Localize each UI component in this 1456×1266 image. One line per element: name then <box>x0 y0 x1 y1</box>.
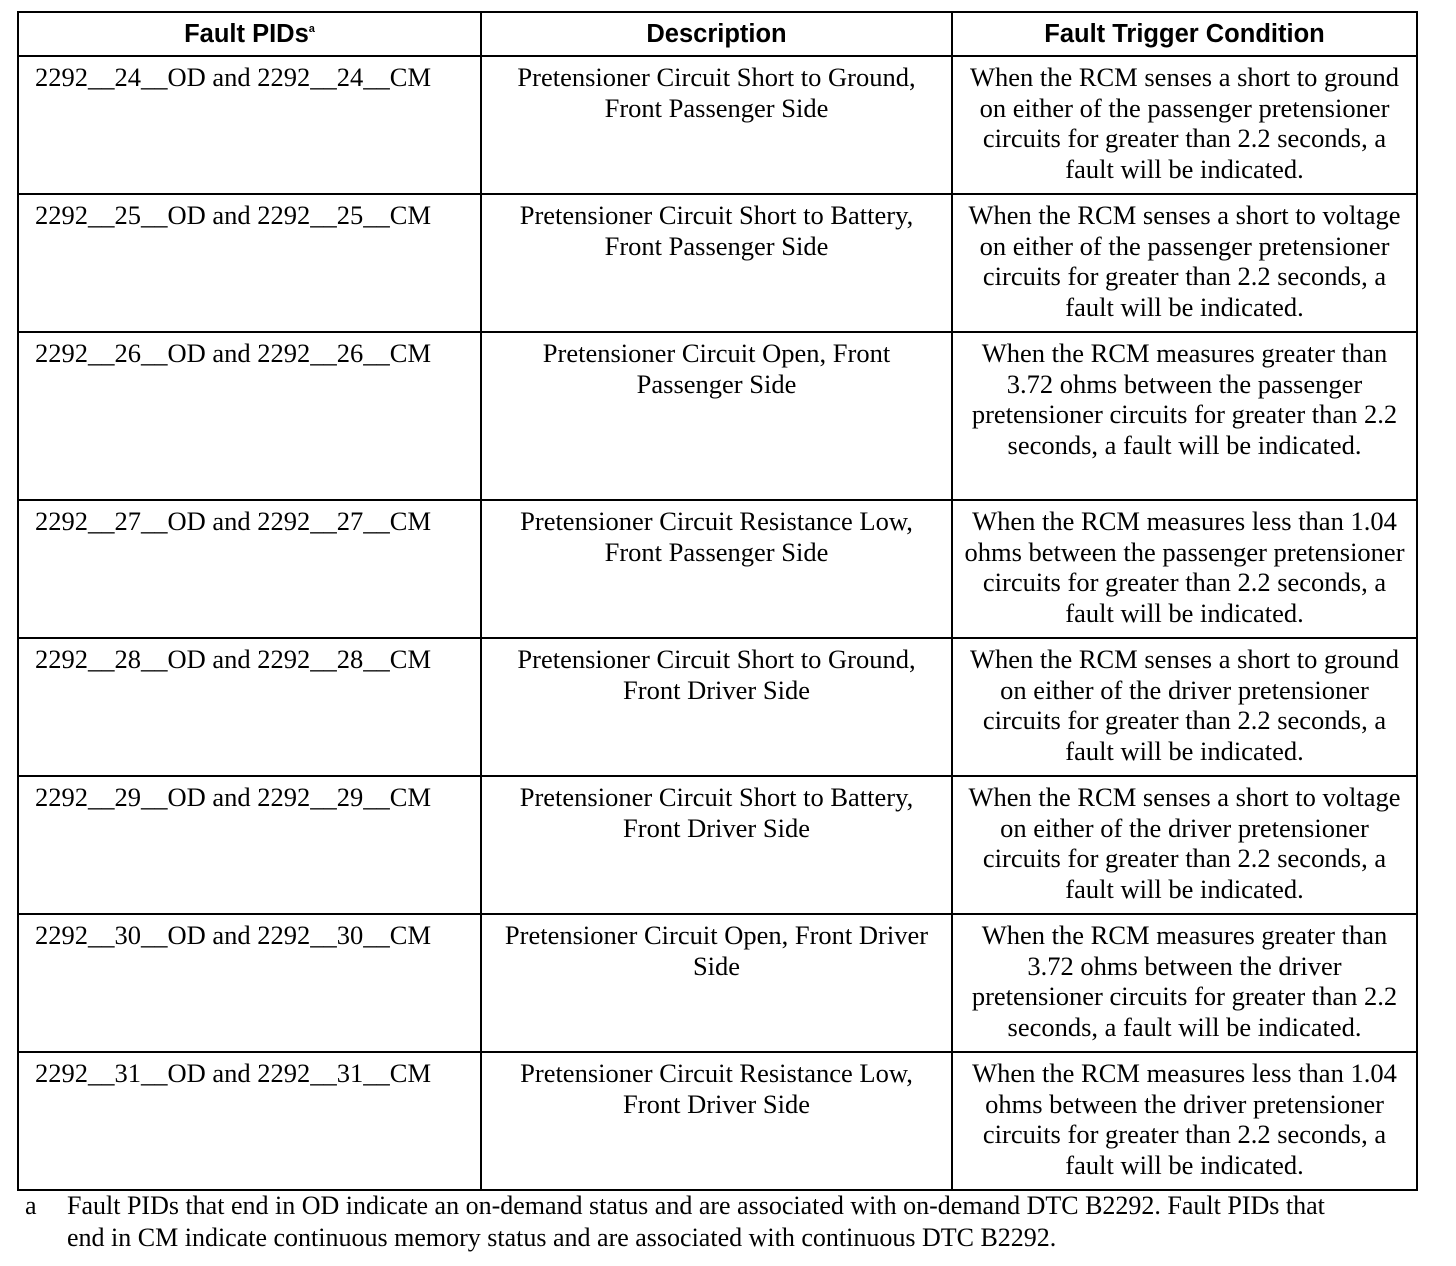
description-cell: Pretensioner Circuit Open, Front Driver Side <box>481 914 952 1052</box>
trigger-condition-cell: When the RCM senses a short to ground on either of the driver pretensioner circuits for greater than 2.2 seconds, a fault will be indicated. <box>952 638 1417 776</box>
table-row <box>18 194 1417 332</box>
fault-pid-table <box>17 11 1418 1191</box>
header-description: Description <box>481 12 952 56</box>
footnote-reference-mark: a <box>308 22 315 35</box>
fault-pid-cell: 2292__31__OD and 2292__31__CM <box>18 1052 481 1190</box>
trigger-condition-cell: When the RCM measures greater than 3.72 ohms between the driver pretensioner circuits for greater than 2.2 seconds, a fault will be indicated. <box>952 914 1417 1052</box>
table-row <box>18 1052 1417 1190</box>
header-fault-trigger-condition: Fault Trigger Condition <box>952 12 1417 56</box>
trigger-condition-cell: When the RCM senses a short to ground on either of the passenger pretensioner circuits for greater than 2.2 seconds, a fault will be indicated. <box>952 56 1417 194</box>
document-page <box>17 11 1416 1191</box>
trigger-condition-cell: When the RCM senses a short to voltage on either of the passenger pretensioner circuits for greater than 2.2 seconds, a fault will be indicated. <box>952 194 1417 332</box>
table-row <box>18 332 1417 500</box>
fault-pid-cell: 2292__30__OD and 2292__30__CM <box>18 914 481 1052</box>
description-cell: Pretensioner Circuit Short to Ground, Front Driver Side <box>481 638 952 776</box>
table-row <box>18 500 1417 638</box>
fault-pid-cell: 2292__29__OD and 2292__29__CM <box>18 776 481 914</box>
table-row <box>18 56 1417 194</box>
table-row <box>18 638 1417 776</box>
footnote-mark: a <box>25 1191 37 1220</box>
description-cell: Pretensioner Circuit Resistance Low, Front Passenger Side <box>481 500 952 638</box>
fault-pid-cell: 2292__26__OD and 2292__26__CM <box>18 332 481 500</box>
header-fault-pids <box>18 12 481 56</box>
table-row <box>18 914 1417 1052</box>
fault-pid-cell: 2292__24__OD and 2292__24__CM <box>18 56 481 194</box>
description-cell: Pretensioner Circuit Open, Front Passenger Side <box>481 332 952 500</box>
table-row <box>18 776 1417 914</box>
description-cell: Pretensioner Circuit Resistance Low, Front Driver Side <box>481 1052 952 1190</box>
trigger-condition-cell: When the RCM measures less than 1.04 ohms between the driver pretensioner circuits for greater than 2.2 seconds, a fault will be indicated. <box>952 1052 1417 1190</box>
description-cell: Pretensioner Circuit Short to Battery, Front Driver Side <box>481 776 952 914</box>
footnote-text: Fault PIDs that end in OD indicate an on-demand status and are associated with on-demand DTC B2292. Fault PIDs that end in CM indicate continuous memory status and are associated with continuous DTC B2292. <box>67 1191 1325 1252</box>
fault-pid-cell: 2292__27__OD and 2292__27__CM <box>18 500 481 638</box>
header-fault-pids-label: Fault PIDs <box>184 19 309 48</box>
fault-pid-cell: 2292__25__OD and 2292__25__CM <box>18 194 481 332</box>
trigger-condition-cell: When the RCM senses a short to voltage on either of the driver pretensioner circuits for greater than 2.2 seconds, a fault will be indicated. <box>952 776 1417 914</box>
trigger-condition-cell: When the RCM measures less than 1.04 ohms between the passenger pretensioner circuits for greater than 2.2 seconds, a fault will be indicated. <box>952 500 1417 638</box>
table-header-row <box>18 12 1417 56</box>
table-footnote <box>25 1190 1365 1253</box>
description-cell: Pretensioner Circuit Short to Ground, Front Passenger Side <box>481 56 952 194</box>
fault-pid-cell: 2292__28__OD and 2292__28__CM <box>18 638 481 776</box>
description-cell: Pretensioner Circuit Short to Battery, Front Passenger Side <box>481 194 952 332</box>
trigger-condition-cell: When the RCM measures greater than 3.72 ohms between the passenger pretensioner circuits for greater than 2.2 seconds, a fault will be indicated. <box>952 332 1417 500</box>
